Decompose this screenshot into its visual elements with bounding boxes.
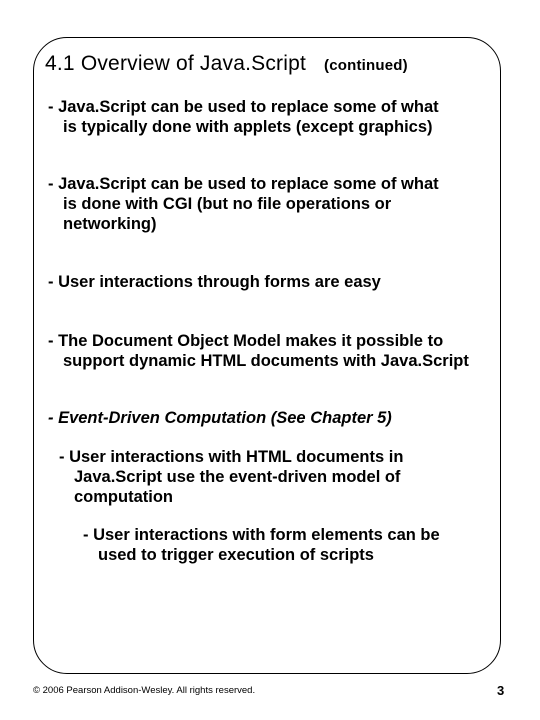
bullet-line: - The Document Object Model makes it possible to [48,332,444,350]
bullet-line: - User interactions with form elements can be [83,526,440,544]
bullet-cgi [48,174,439,234]
bullet-line: support dynamic HTML documents with Java.Script [63,352,469,370]
bullet-line: networking) [63,215,157,233]
bullet-line: - User interactions with HTML documents in [59,448,404,466]
bullet-dom [48,331,469,371]
bullet-line: - Java.Script can be used to replace some of what [48,98,439,116]
bullet-line: is done with CGI (but no file operations or [63,195,392,213]
copyright-footer: © 2006 Pearson Addison-Wesley. All rights reserved. [33,685,256,696]
bullet-line: computation [74,488,173,506]
page-number: 3 [497,683,505,698]
bullet-applets [48,97,439,137]
title-text: 4.1 Overview of Java.Script [45,52,306,75]
bullet-line: is typically done with applets (except graphics) [63,118,433,136]
sub-bullet-html-documents [59,447,403,507]
bullet-line: Java.Script use the event-driven model of [74,468,401,486]
bullet-line: - User interactions through forms are easy [48,273,381,291]
bullet-line: - Event-Driven Computation (See Chapter 5) [48,409,392,427]
bullet-line: - Java.Script can be used to replace some of what [48,175,439,193]
title-continued: (continued) [324,57,408,74]
sub-sub-bullet-form-elements [83,525,440,565]
slide-title [45,52,408,76]
bullet-event-driven [48,408,392,428]
bullet-line: used to trigger execution of scripts [98,546,374,564]
bullet-forms [48,272,381,292]
